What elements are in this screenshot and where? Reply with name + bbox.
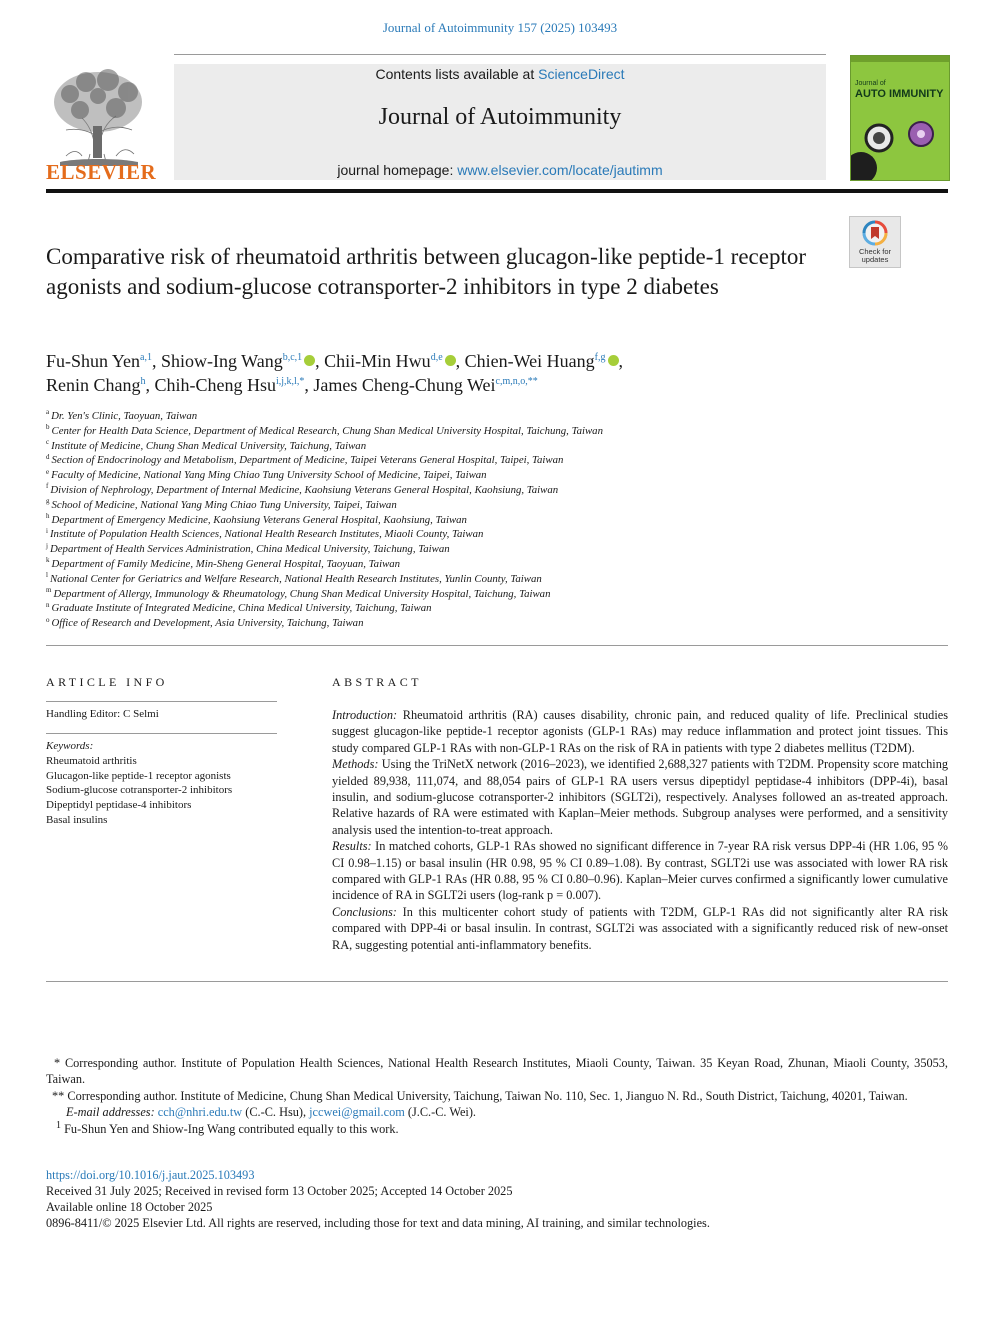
- affiliation-text: Institute of Medicine, Chung Shan Medical University, Taichung, Taiwan: [51, 439, 367, 452]
- contents-prefix: Contents lists available at: [375, 66, 535, 82]
- corresponding-author-1: * Corresponding author. Institute of Population Health Sciences, National Health Research Institutes, Miaoli County, Taiwan. 35 Keyan Road, Zhunan, Miaoli County, 35053, Taiwan.: [46, 1056, 948, 1087]
- affiliation-item: [46, 483, 946, 498]
- affiliation-text: Division of Nephrology, Department of Internal Medicine, Kaohsiung Veterans General Hospital, Kaohsiung, Taiwan: [50, 483, 559, 496]
- affiliation-key: b: [46, 423, 50, 432]
- affiliation-key: m: [46, 585, 52, 594]
- affiliation-key: o: [46, 615, 50, 624]
- affiliation-item: [46, 616, 946, 631]
- article-info-divider-keywords: [46, 733, 277, 734]
- affiliation-item: [46, 601, 946, 616]
- affiliation-key: f: [46, 482, 49, 491]
- abstract-section: [332, 838, 948, 904]
- affiliation-list: [46, 409, 946, 631]
- author-affiliation-marks[interactable]: a,1: [140, 352, 152, 363]
- keyword-item[interactable]: Sodium-glucose cotransporter-2 inhibitors: [46, 784, 233, 797]
- author-affiliation-marks[interactable]: h: [140, 376, 146, 387]
- copyright-notice: 0896-8411/© 2025 Elsevier Ltd. All rights are reserved, including those for text and data mining, AI training, and similar technologies.: [46, 1216, 710, 1231]
- affiliation-text: Department of Emergency Medicine, Kaohsiung Veterans General Hospital, Kaohsiung, Taiwan: [51, 513, 467, 526]
- author-name[interactable]: Chih-Cheng Hsu: [154, 375, 276, 395]
- affiliation-item: [46, 572, 946, 587]
- keyword-item[interactable]: Dipeptidyl peptidase-4 inhibitors: [46, 799, 192, 812]
- abstract-divider: [46, 981, 948, 982]
- affiliation-text: Office of Research and Development, Asia University, Taichung, Taiwan: [51, 617, 364, 630]
- journal-homepage: [174, 162, 826, 178]
- orcid-icon[interactable]: [304, 355, 315, 366]
- abstract-section: [332, 707, 948, 756]
- affiliation-key: d: [46, 452, 50, 461]
- affiliation-key: h: [46, 511, 50, 520]
- keyword-list: [46, 754, 232, 828]
- available-online: Available online 18 October 2025: [46, 1200, 213, 1215]
- affiliation-key: a: [46, 408, 50, 417]
- abstract-section: [332, 756, 948, 838]
- author-name[interactable]: Renin Chang: [46, 375, 141, 395]
- author-name[interactable]: Fu-Shun Yen: [46, 351, 141, 371]
- author: [324, 351, 455, 371]
- affiliation-text: Faculty of Medicine, National Yang Ming Chiao Tung University School of Medicine, Taipei, Taiwan: [51, 469, 487, 482]
- keywords-label: Keywords:: [46, 740, 94, 752]
- abstract-section-text: Rheumatoid arthritis (RA) causes disability, chronic pain, and reduced quality of life. Preclinical studies suggest glucagon-like peptide-1 receptor agonists (GLP-1 RAs) may reduce inflammation and protect joint tissues. This study compared GLP-1 RAs with non-GLP-1 RAs on the risk of RA in patients with type 2 diabetes mellitus (T2DM).: [332, 708, 948, 755]
- affiliation-item: [46, 557, 946, 572]
- affiliation-text: Department of Allergy, Immunology & Rheumatology, Chung Shan Medical University Hospital, Taichung, Taiwan: [53, 587, 551, 600]
- article-info-divider-top: [46, 701, 277, 702]
- abstract-section-text: Using the TriNetX network (2016–2023), we identified 2,688,327 patients with T2DM. Propensity score matching yielded 89,938, 111,074, and 88,054 pairs of GLP-1 RA users versus dipeptidyl peptidase-4 inhibitors (DPP-4i), basal insulin, and sodium-glucose cotransporter-2 inhibitors (SGLT2i), respectively. Analyses followed an as-treated approach. Relative hazards of RA were estimated with Kaplan–Meier methods. Subgroup analyses were performed, and a sensitivity analysis used the intention-to-treat approach.: [332, 757, 948, 837]
- header-thick-divider: [46, 189, 948, 193]
- email-owner-wei: (J.C.-C. Wei).: [407, 1105, 477, 1120]
- abstract-heading: ABSTRACT: [332, 675, 422, 689]
- affiliation-key: c: [46, 438, 50, 446]
- keywords-block: [46, 739, 232, 828]
- article-title: Comparative risk of rheumatoid arthritis between glucagon-like peptide-1 receptor agonists and sodium-glucose cotransporter-2 inhibitors in type 2 diabetes: [46, 244, 807, 299]
- abstract-section: [332, 904, 948, 953]
- author-name[interactable]: Shiow-Ing Wang: [161, 351, 283, 371]
- email-label: E-mail addresses:: [66, 1105, 155, 1120]
- email-owner-hsu: (C.-C. Hsu),: [245, 1105, 307, 1120]
- abstract-section-text: In this multicenter cohort study of patients with T2DM, GLP-1 RAs did not significantly alter RA risk compared with DPP-4i or basal insulin. In contrast, SGLT2i was associated with a significantly reduced risk of new-onset RA, suggesting potential anti-inflammatory benefits.: [332, 904, 948, 952]
- abstract-section-text: In matched cohorts, GLP-1 RAs showed no significant difference in 7-year RA risk versus DPP-4i (HR 1.06, 95 % CI 0.98–1.15) or basal insulin (HR 0.98, 95 % CI 0.89–1.08). By contrast, SGLT2i use was associated with lower RA risk compared with GLP-1 RAs (HR 0.88, 95 % CI 0.80–0.96). Kaplan–Meier curves confirmed a significantly lower cumulative incidence of RA in SGLT2i users (log-rank p = 0.007).: [332, 839, 948, 903]
- abstract-body: [332, 707, 948, 953]
- affiliation-item: [46, 468, 946, 483]
- affiliation-key: g: [46, 497, 50, 506]
- sciencedirect-link[interactable]: ScienceDirect: [538, 66, 625, 82]
- affiliation-item: [46, 513, 946, 528]
- email-link-wei[interactable]: jccwei@gmail.com: [309, 1105, 405, 1120]
- affiliation-key: l: [46, 571, 48, 580]
- affiliation-key: i: [46, 526, 48, 535]
- publication-history: [46, 1183, 710, 1232]
- abstract-section-label: Results:: [332, 839, 372, 854]
- keyword-item[interactable]: Basal insulins: [46, 813, 108, 826]
- elsevier-wordmark: ELSEVIER: [46, 160, 157, 184]
- author-name[interactable]: Chien-Wei Huang: [464, 351, 595, 371]
- author: [155, 375, 305, 395]
- abstract-section-label: Conclusions:: [332, 904, 397, 919]
- doi-link[interactable]: https://doi.org/10.1016/j.jaut.2025.103493: [46, 1168, 255, 1182]
- received-dates: Received 31 July 2025; Received in revised form 13 October 2025; Accepted 14 October 2025: [46, 1184, 513, 1198]
- affiliation-text: Graduate Institute of Integrated Medicine, China Medical University, Taichung, Taiwan: [51, 602, 432, 615]
- affiliation-text: Dr. Yen's Clinic, Taoyuan, Taiwan: [51, 410, 198, 422]
- corresponding-author-2: ** Corresponding author. Institute of Medicine, Chung Shan Medical University, Taichung, Taiwan No. 110, Sec. 1, Jianguo N. Rd., South District, Taichung, 40201, Taiwan.: [52, 1088, 908, 1103]
- check-for-updates-button[interactable]: [849, 216, 901, 268]
- author-affiliation-marks[interactable]: f,g: [594, 352, 606, 363]
- email-link-hsu[interactable]: cch@nhri.edu.tw: [157, 1105, 243, 1120]
- affiliation-item: [46, 587, 946, 602]
- cover-title-line-1: Journal of: [855, 80, 886, 87]
- affiliation-key: n: [46, 600, 50, 609]
- author: [46, 375, 146, 395]
- abstract-section-label: Methods:: [332, 757, 379, 772]
- affiliation-item: [46, 527, 946, 542]
- orcid-icon[interactable]: [445, 355, 456, 366]
- equal-contribution-text: Fu-Shun Yen and Shiow-Ing Wang contributed equally to this work.: [64, 1121, 399, 1136]
- author-affiliation-marks[interactable]: i,j,k,l,*: [276, 376, 305, 387]
- abstract-section-label: Introduction:: [332, 708, 398, 722]
- footnotes: [46, 1055, 948, 1137]
- affiliation-text: National Center for Geriatrics and Welfare Research, National Health Research Institutes, Yunlin County, Taiwan: [49, 572, 542, 585]
- cover-artwork: [851, 56, 949, 180]
- affiliation-item: [46, 498, 946, 513]
- equal-contribution-mark: 1: [56, 1119, 61, 1131]
- affiliations-divider: [46, 645, 948, 646]
- journal-name: Journal of Autoimmunity: [378, 104, 622, 130]
- article-info-heading: ARTICLE INFO: [46, 675, 168, 689]
- affiliation-text: Institute of Population Health Sciences, National Health Research Institutes, Miaoli County, Taiwan: [49, 528, 484, 541]
- author: [313, 375, 537, 395]
- bookmark-icon: [862, 220, 888, 246]
- affiliation-key: e: [46, 467, 50, 476]
- affiliation-text: School of Medicine, National Yang Ming Chiao Tung University, Taipei, Taiwan: [51, 498, 397, 511]
- affiliation-item: [46, 424, 946, 439]
- journal-cover-image[interactable]: [850, 55, 950, 181]
- author-affiliation-marks[interactable]: d,e: [430, 352, 443, 363]
- author-name[interactable]: James Cheng-Chung Wei: [313, 375, 496, 395]
- author: [46, 351, 152, 371]
- orcid-icon[interactable]: [608, 355, 619, 366]
- cover-title-line-2: AUTO IMMUNITY: [855, 88, 944, 100]
- affiliation-text: Section of Endocrinology and Metabolism, Department of Medicine, Taipei Veterans General Hospital, Taipei, Taiwan: [51, 454, 564, 467]
- homepage-link[interactable]: www.elsevier.com/locate/jautimm: [457, 162, 663, 178]
- email-addresses: [46, 1104, 948, 1120]
- author-list: Fu-Shun Yen$^{a,1}$, Shiow-Ing Wang$^{b,c,1}$ , Chii-Min Hwu$^{d,e}$ , Chien-Wei Huang$^{f,g}$ , Renin Chang$^h$, Chih-Cheng Hsu$^{i,j,k,l,*}$, James Cheng-Chung Wei$^{c,m,n,o,**}$: [46, 351, 624, 395]
- affiliation-text: Department of Family Medicine, Min-Sheng General Hospital, Taoyuan, Taiwan: [51, 557, 401, 570]
- journal-citation-link[interactable]: Journal of Autoimmunity 157 (2025) 103493: [382, 20, 618, 35]
- affiliation-key: j: [46, 541, 48, 550]
- check-for-updates-label: Check for updates: [858, 247, 892, 264]
- author-affiliation-marks[interactable]: b,c,1: [282, 352, 303, 363]
- affiliation-item: [46, 542, 946, 557]
- author-affiliation-marks[interactable]: c,m,n,o,**: [495, 376, 538, 387]
- affiliation-item: [46, 409, 946, 424]
- homepage-prefix: journal homepage:: [337, 162, 454, 178]
- affiliation-text: Department of Health Services Administration, China Medical University, Taichung, Taiwan: [49, 543, 450, 556]
- author: [161, 351, 315, 371]
- author-name[interactable]: Chii-Min Hwu: [324, 351, 431, 371]
- author: [465, 351, 619, 371]
- affiliation-text: Center for Health Data Science, Department of Medical Research, Chung Shan Medical University Hospital, Taichung, Taiwan: [51, 424, 603, 437]
- affiliation-item: [46, 453, 946, 468]
- header-divider: [174, 54, 826, 55]
- affiliation-key: k: [46, 556, 50, 565]
- handling-editor: Handling Editor: C Selmi: [46, 708, 159, 720]
- affiliation-item: [46, 439, 946, 454]
- keyword-item[interactable]: Rheumatoid arthritis: [46, 754, 137, 767]
- equal-contribution-note: [46, 1121, 948, 1137]
- keyword-item[interactable]: Glucagon-like peptide-1 receptor agonists: [46, 769, 231, 782]
